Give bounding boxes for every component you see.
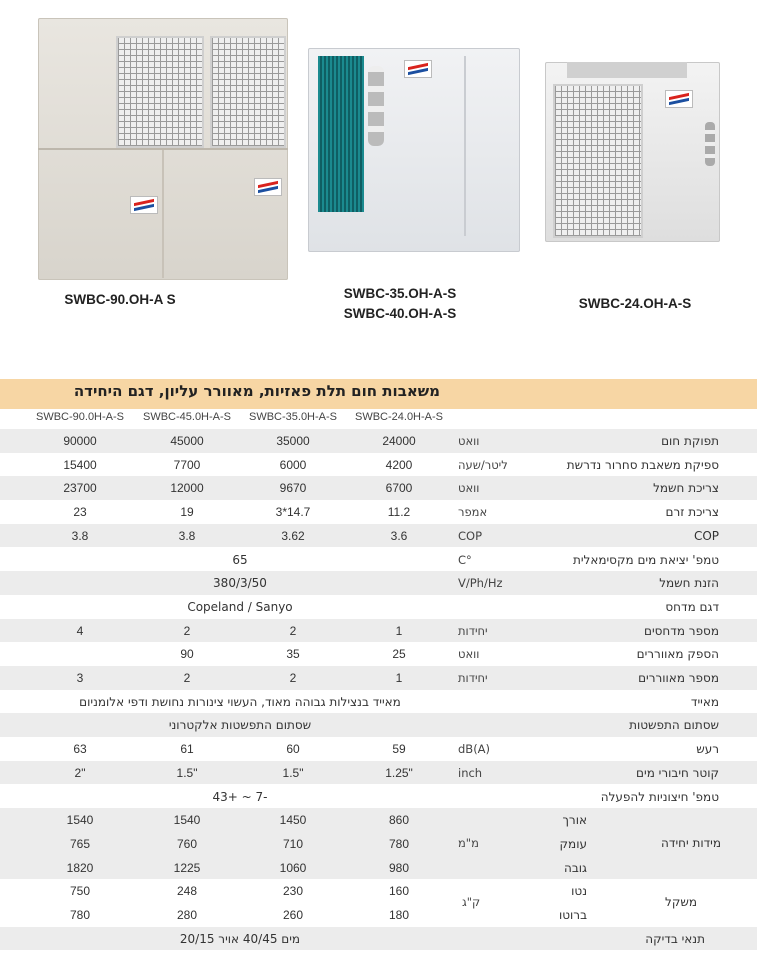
row-label: תפוקת חום	[661, 434, 719, 448]
value-cell: 248	[176, 884, 198, 899]
span-value: מים 40/45 אויר 20/15	[179, 931, 301, 946]
row-unit: inch	[458, 765, 483, 780]
row-label: הספק מאווררים	[636, 647, 719, 662]
group-unit: ק"ג	[462, 895, 481, 909]
sub-label: ברוטו	[558, 908, 587, 922]
value-cell: 9670	[279, 481, 307, 496]
value-cell: 19	[180, 505, 194, 520]
row-unit: וואט	[458, 647, 480, 662]
row-unit: וואט	[458, 481, 480, 496]
row-unit: C°	[458, 552, 472, 567]
value-cell: 980	[388, 860, 410, 875]
column-header: SWBC-45.0H-A-S	[142, 411, 232, 423]
value-cell: 1	[395, 671, 403, 685]
value-cell: 710	[282, 836, 304, 851]
value-cell: 2"	[74, 765, 86, 780]
value-cell: 25	[392, 647, 406, 662]
group-label: משקל	[665, 895, 697, 909]
value-cell: 4200	[385, 457, 413, 472]
row-label: דגם מדחס	[665, 599, 719, 614]
value-cell: 3.8	[178, 528, 196, 543]
span-value: שסתום התפשטות אלקטרוני	[168, 718, 312, 733]
column-header: SWBC-35.0H-A-S	[248, 411, 338, 423]
value-cell: 3.62	[281, 528, 305, 543]
value-cell: 160	[388, 884, 410, 899]
span-value: 65	[232, 552, 248, 567]
row-unit: ליטר/שעה	[458, 457, 508, 472]
row-unit: dB(A)	[458, 742, 491, 757]
value-cell: 12000	[170, 481, 204, 496]
value-cell: 35	[286, 647, 300, 662]
row-label: COP	[693, 528, 719, 543]
product-model-medium-2: SWBC-40.OH-A-S	[343, 306, 457, 321]
sub-label: נטו	[571, 884, 587, 899]
value-cell: 15400	[63, 457, 97, 472]
value-cell: 780	[69, 908, 91, 922]
value-cell: 1.25"	[385, 765, 413, 780]
value-cell: 63	[73, 742, 87, 757]
value-cell: 180	[388, 908, 410, 922]
sub-label: גובה	[564, 860, 587, 875]
row-unit: COP	[458, 528, 483, 543]
row-unit: וואט	[458, 434, 480, 448]
value-cell: 2	[289, 623, 297, 638]
row-unit: אמפר	[458, 505, 488, 520]
span-value: Copeland / Sanyo	[187, 599, 293, 614]
value-cell: 2	[183, 671, 191, 685]
value-cell: 280	[176, 908, 198, 922]
row-label: צריכת זרם	[665, 505, 719, 520]
value-cell: 59	[392, 742, 406, 757]
value-cell: 4	[76, 623, 84, 638]
sub-label: עומק	[559, 836, 587, 851]
value-cell: 2	[289, 671, 297, 685]
row-label: תנאי בדיקה	[645, 931, 705, 946]
column-header: SWBC-24.0H-A-S	[354, 411, 444, 423]
value-cell: 760	[176, 836, 198, 851]
row-label: מספר מדחסים	[644, 623, 719, 638]
value-cell: 60	[286, 742, 300, 757]
value-cell: 750	[69, 884, 91, 899]
value-cell: 1225	[173, 860, 201, 875]
value-cell: 6000	[279, 457, 307, 472]
value-cell: 45000	[170, 434, 204, 448]
value-cell: 860	[388, 813, 410, 828]
value-cell: 3	[76, 671, 84, 685]
group-label: מידות יחידה	[661, 835, 721, 850]
value-cell: 1540	[66, 813, 94, 828]
value-cell: 90	[180, 647, 194, 662]
row-label: קוטר חיבורי מים	[636, 765, 719, 780]
value-cell: 1.5"	[282, 765, 304, 780]
value-cell: 260	[282, 908, 304, 922]
value-cell: 3.8	[71, 528, 89, 543]
sub-label: אורך	[562, 813, 587, 828]
product-model-large: SWBC-90.OH-A S	[64, 292, 176, 307]
row-label: הזנת חשמל	[659, 576, 719, 591]
group-unit: מ"מ	[458, 835, 479, 850]
value-cell: 1540	[173, 813, 201, 828]
row-label: טמפ' יציאת מים מקסימאלית	[572, 552, 719, 567]
row-label: מספר מאווררים	[638, 671, 719, 685]
value-cell: 3*14.7	[275, 505, 311, 520]
heat-pump-image-large	[38, 18, 288, 280]
value-cell: 1820	[66, 860, 94, 875]
value-cell: 230	[282, 884, 304, 899]
row-label: טמפ' חיצוניות להפעלה	[600, 789, 719, 804]
value-cell: 3.6	[390, 528, 408, 543]
value-cell: 11.2	[387, 505, 411, 520]
value-cell: 61	[180, 742, 194, 757]
value-cell: 7700	[173, 457, 201, 472]
table-title: משאבות חום תלת פאזיות, מאוורר עליון, דגם היחידה	[73, 382, 440, 400]
value-cell: 1060	[279, 860, 307, 875]
row-unit: V/Ph/Hz	[458, 576, 503, 591]
row-label: מאייד	[690, 694, 719, 709]
span-value: מאייד בנצילות גבוהה מאוד, העשוי צינורות נחושת ודפי אלומניום	[79, 694, 401, 709]
value-cell: 35000	[276, 434, 310, 448]
value-cell: 2	[183, 623, 191, 638]
product-model-small: SWBC-24.OH-A-S	[578, 296, 692, 311]
value-cell: 6700	[385, 481, 413, 496]
value-cell: 765	[69, 836, 91, 851]
span-value: -7 ~ +43	[212, 789, 268, 804]
heat-pump-image-medium	[308, 48, 520, 252]
value-cell: 1	[395, 623, 403, 638]
row-unit: יחידות	[458, 671, 488, 685]
value-cell: 23	[73, 505, 87, 520]
column-header: SWBC-90.0H-A-S	[35, 411, 125, 423]
value-cell: 1.5"	[176, 765, 198, 780]
value-cell: 780	[388, 836, 410, 851]
row-label: ספיקת משאבת סחרור נדרשת	[566, 457, 719, 472]
value-cell: 1450	[279, 813, 307, 828]
row-label: רעש	[696, 742, 719, 757]
span-value: 380/3/50	[213, 576, 267, 591]
row-label: צריכת חשמל	[653, 481, 719, 496]
product-model-medium-1: SWBC-35.OH-A-S	[343, 286, 457, 301]
value-cell: 90000	[63, 434, 97, 448]
value-cell: 24000	[382, 434, 416, 448]
row-label: שסתום התפשטות	[629, 718, 719, 733]
value-cell: 23700	[63, 481, 97, 496]
row-unit: יחידות	[458, 623, 488, 638]
heat-pump-image-small	[545, 62, 720, 242]
